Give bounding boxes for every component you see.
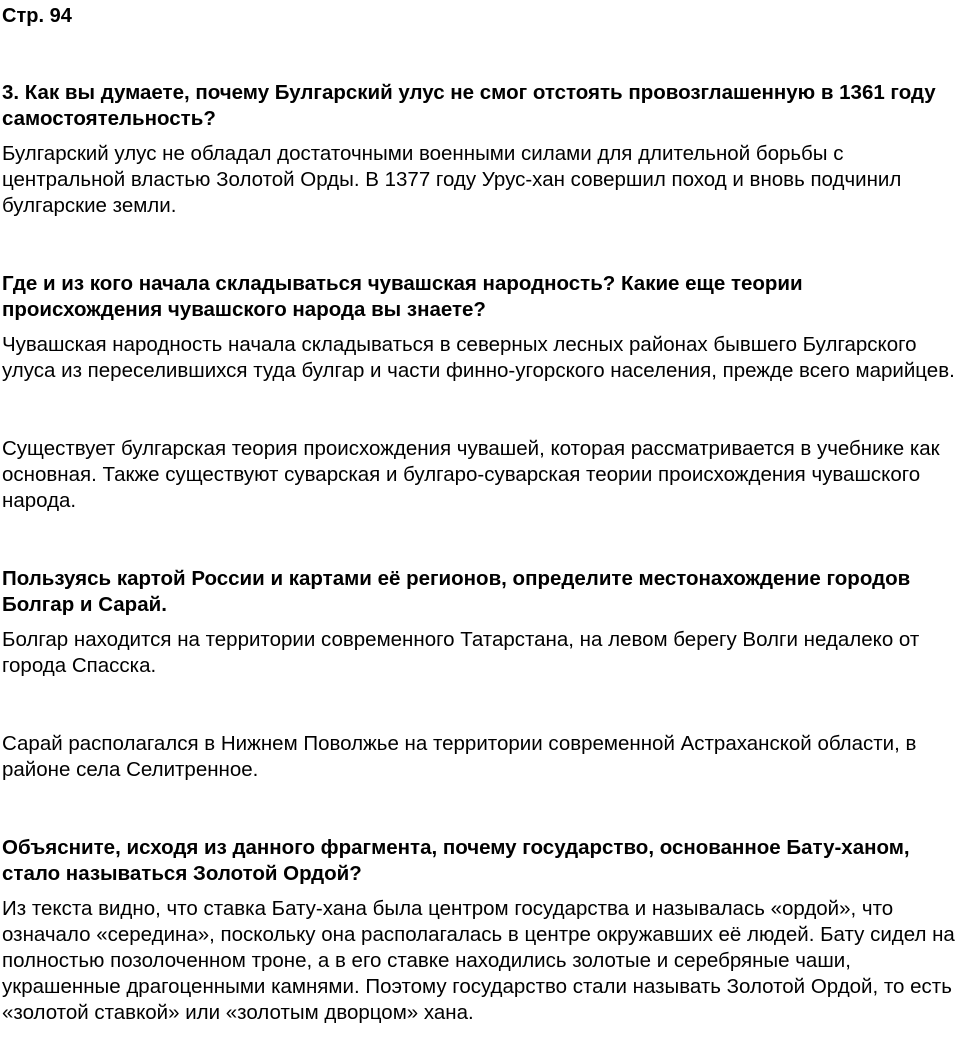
question-heading: Где и из кого начала складываться чувашская народность? Какие еще теории происхождения чувашского народа вы знаете?: [2, 272, 803, 321]
qa-block-4: [2, 835, 960, 1026]
question-heading: Пользуясь картой России и картами её регионов, определите местонахождение городов Болгар и Сарай.: [2, 567, 911, 616]
paragraph-spacer: [2, 679, 960, 731]
qa-block-3: [2, 566, 960, 783]
question-heading: 3. Как вы думаете, почему Булгарский улус не смог отстоять провозглашенную в 1361 году самостоятельность?: [2, 81, 936, 130]
section-spacer: [2, 514, 960, 566]
answer-paragraph: Булгарский улус не обладал достаточными военными силами для длительной борьбы с центральной властью Золотой Орды. В 1377 году Урус-хан совершил поход и вновь подчинил булгарские земли.: [2, 142, 902, 217]
qa-block-1: [2, 80, 960, 219]
question-heading: Объясните, исходя из данного фрагмента, почему государство, основанное Бату-ханом, стало называться Золотой Ордой?: [2, 836, 910, 885]
answer-paragraph: Существует булгарская теория происхождения чувашей, которая рассматривается в учебнике как основная. Также существуют суварская и булгаро-суварская теории происхождения чувашского народа.: [2, 437, 940, 512]
answer-paragraph: Сарай располагался в Нижнем Поволжье на территории современной Астраханской области, в районе села Селитренное.: [2, 732, 917, 781]
answer-paragraph: Болгар находится на территории современного Татарстана, на левом берегу Волги недалеко от города Спасска.: [2, 628, 920, 677]
answer-paragraph: Из текста видно, что ставка Бату-хана была центром государства и называлась «ордой», что означало «середина», поскольку она располагалась в центре окружавших её людей. Бату сидел на полностью позолоченном троне, а в его ставке находились золотые и серебряные чаши, украшенные драгоценными камнями. Поэтому государство стали называть Золотой Ордой, то есть «золотой ставкой» или «золотым дворцом» хана.: [2, 897, 955, 1024]
paragraph-spacer: [2, 384, 960, 436]
page-number-label: Стр. 94: [2, 5, 72, 27]
section-spacer: [2, 783, 960, 835]
section-spacer: [2, 219, 960, 271]
answer-paragraph: Чувашская народность начала складываться в северных лесных районах бывшего Булгарского улуса из переселившихся туда булгар и части финно-угорского населения, прежде всего марийцев.: [2, 333, 955, 382]
qa-block-2: [2, 271, 960, 514]
